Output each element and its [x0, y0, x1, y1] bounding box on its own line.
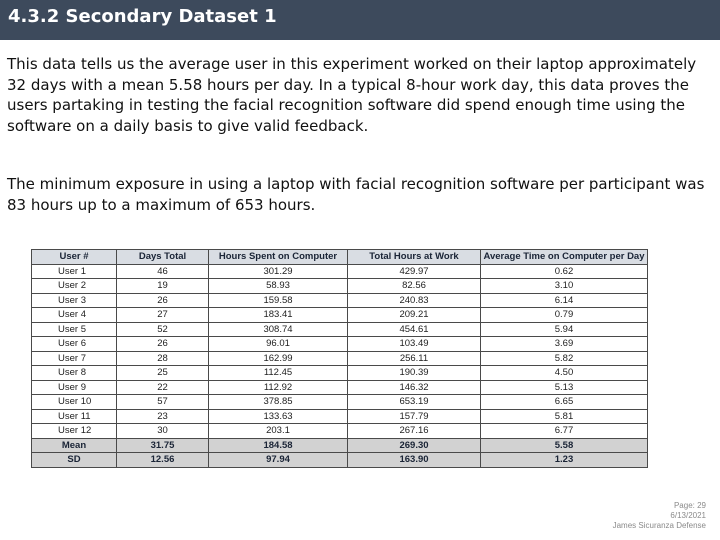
cell-average-time: 4.50: [481, 366, 648, 381]
cell-hours-at-work: 240.83: [348, 293, 481, 308]
table-header-row: [32, 250, 648, 265]
cell-hours-on-computer: 159.58: [209, 293, 348, 308]
cell-hours-on-computer: 378.85: [209, 395, 348, 410]
cell-hours-at-work: 454.61: [348, 322, 481, 337]
cell-user: User 11: [32, 409, 117, 424]
cell-hours-at-work: 429.97: [348, 264, 481, 279]
table-row: [32, 264, 648, 279]
cell-summary-label: SD: [32, 453, 117, 468]
paragraph-exposure-range: The minimum exposure in using a laptop with facial recognition software per participant was 83 hours up to a maximum of 653 hours.: [7, 175, 705, 214]
cell-days-total: 57: [117, 395, 209, 410]
cell-user: User 7: [32, 351, 117, 366]
cell-hours-on-computer: 112.92: [209, 380, 348, 395]
cell-user: User 1: [32, 264, 117, 279]
column-header-average-time: Average Time on Computer per Day: [481, 250, 648, 265]
column-header-user: User #: [32, 250, 117, 265]
slide-title: 4.3.2 Secondary Dataset 1: [8, 6, 277, 27]
column-header-hours-on-computer: Hours Spent on Computer: [209, 250, 348, 265]
table-row: [32, 366, 648, 381]
cell-average-time: 0.62: [481, 264, 648, 279]
cell-hours-at-work: 103.49: [348, 337, 481, 352]
cell-days-total: 31.75: [117, 438, 209, 453]
dataset-table-container: [31, 249, 647, 468]
cell-average-time: 6.77: [481, 424, 648, 439]
cell-days-total: 28: [117, 351, 209, 366]
cell-days-total: 22: [117, 380, 209, 395]
cell-days-total: 26: [117, 337, 209, 352]
cell-days-total: 46: [117, 264, 209, 279]
cell-average-time: 5.58: [481, 438, 648, 453]
cell-hours-on-computer: 58.93: [209, 279, 348, 294]
cell-hours-at-work: 146.32: [348, 380, 481, 395]
cell-user: User 3: [32, 293, 117, 308]
cell-hours-at-work: 256.11: [348, 351, 481, 366]
cell-hours-on-computer: 96.01: [209, 337, 348, 352]
cell-user: User 6: [32, 337, 117, 352]
cell-average-time: 5.94: [481, 322, 648, 337]
column-header-hours-at-work: Total Hours at Work: [348, 250, 481, 265]
cell-summary-label: Mean: [32, 438, 117, 453]
footer-date: 6/13/2021: [670, 511, 706, 520]
table-row: [32, 279, 648, 294]
cell-average-time: 1.23: [481, 453, 648, 468]
cell-hours-on-computer: 203.1: [209, 424, 348, 439]
cell-user: User 2: [32, 279, 117, 294]
cell-average-time: 5.81: [481, 409, 648, 424]
cell-hours-on-computer: 183.41: [209, 308, 348, 323]
cell-hours-on-computer: 97.94: [209, 453, 348, 468]
cell-hours-at-work: 209.21: [348, 308, 481, 323]
cell-days-total: 25: [117, 366, 209, 381]
table-row: [32, 424, 648, 439]
cell-days-total: 30: [117, 424, 209, 439]
table-row: [32, 380, 648, 395]
cell-days-total: 23: [117, 409, 209, 424]
cell-days-total: 19: [117, 279, 209, 294]
table-row: [32, 395, 648, 410]
cell-hours-at-work: 269.30: [348, 438, 481, 453]
table-row: [32, 351, 648, 366]
table-row: [32, 308, 648, 323]
cell-hours-on-computer: 301.29: [209, 264, 348, 279]
table-row: [32, 293, 648, 308]
slide-footer: [506, 501, 706, 531]
paragraph-usage-summary: This data tells us the average user in this experiment worked on their laptop approximately 32 days with a mean 5.58 hours per day. In a typical 8-hour work day, this data proves the users partaking in testing the facial recognition software did spend enough time using the software on a daily basis to give valid feedback.: [7, 55, 697, 135]
cell-average-time: 5.13: [481, 380, 648, 395]
cell-days-total: 26: [117, 293, 209, 308]
cell-days-total: 12.56: [117, 453, 209, 468]
cell-average-time: 6.65: [481, 395, 648, 410]
cell-user: User 9: [32, 380, 117, 395]
cell-average-time: 6.14: [481, 293, 648, 308]
dataset-table: [31, 249, 648, 468]
table-row: [32, 337, 648, 352]
cell-hours-at-work: 163.90: [348, 453, 481, 468]
cell-hours-at-work: 82.56: [348, 279, 481, 294]
cell-hours-on-computer: 133.63: [209, 409, 348, 424]
cell-hours-at-work: 157.79: [348, 409, 481, 424]
cell-hours-on-computer: 162.99: [209, 351, 348, 366]
cell-hours-at-work: 267.16: [348, 424, 481, 439]
cell-user: User 12: [32, 424, 117, 439]
cell-days-total: 27: [117, 308, 209, 323]
cell-hours-on-computer: 112.45: [209, 366, 348, 381]
cell-average-time: 0.79: [481, 308, 648, 323]
cell-average-time: 3.10: [481, 279, 648, 294]
cell-hours-on-computer: 184.58: [209, 438, 348, 453]
cell-hours-at-work: 190.39: [348, 366, 481, 381]
cell-average-time: 3.69: [481, 337, 648, 352]
cell-hours-at-work: 653.19: [348, 395, 481, 410]
slide-title-bar: [0, 0, 720, 40]
cell-user: User 5: [32, 322, 117, 337]
cell-user: User 8: [32, 366, 117, 381]
cell-hours-on-computer: 308.74: [209, 322, 348, 337]
page-number: Page: 29: [673, 501, 706, 510]
cell-user: User 10: [32, 395, 117, 410]
table-row-sd: [32, 453, 648, 468]
column-header-days-total: Days Total: [117, 250, 209, 265]
cell-user: User 4: [32, 308, 117, 323]
footer-author: James Sicuranza Defense: [612, 521, 706, 530]
table-row-mean: [32, 438, 648, 453]
cell-days-total: 52: [117, 322, 209, 337]
table-row: [32, 409, 648, 424]
cell-average-time: 5.82: [481, 351, 648, 366]
table-row: [32, 322, 648, 337]
